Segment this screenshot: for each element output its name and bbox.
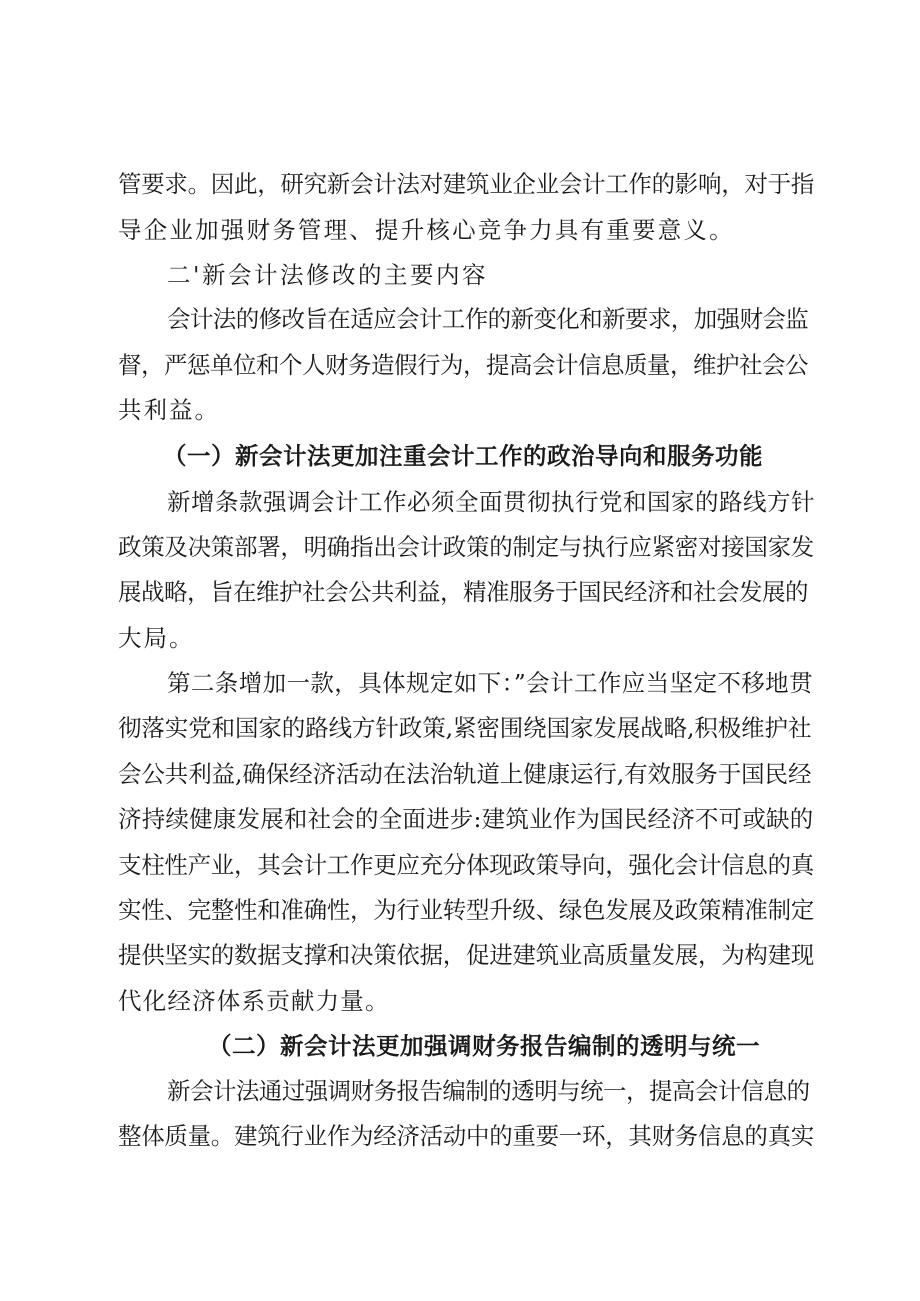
heading-text: （二）新会计法更加强调财务报告编制的透明与统一 xyxy=(208,1032,760,1060)
paragraph-line xyxy=(0,528,920,566)
paragraph-line xyxy=(0,619,920,657)
section-heading xyxy=(0,256,920,294)
subsection-heading xyxy=(0,437,920,475)
paragraph-line xyxy=(0,982,920,1020)
body-text: 实性、完整性和准确性，为行业转型升级、绿色发展及政策精准制定 xyxy=(118,896,814,924)
body-text: 政策及决策部署，明确指出会计政策的制定与执行应紧密对接国家发 xyxy=(118,533,814,561)
paragraph-line xyxy=(0,664,920,702)
heading-text: （一）新会计法更加注重会计工作的政治导向和服务功能 xyxy=(163,442,763,470)
paragraph-line xyxy=(0,800,920,838)
paragraph-line xyxy=(0,483,920,521)
paragraph-line xyxy=(0,211,920,249)
body-text: 代化经济体系贡献力量。 xyxy=(118,987,390,1015)
paragraph-line xyxy=(0,1117,920,1155)
paragraph-line xyxy=(0,300,920,338)
paragraph-line xyxy=(0,709,920,747)
body-text: 会计法的修改旨在适应会计工作的新变化和新要求，加强财会监 xyxy=(167,305,809,333)
body-text: 彻落实党和国家的路线方针政策,紧密围绕国家发展战略,积极维护社 xyxy=(118,714,812,742)
body-text: 第二条增加一款，具体规定如下：”会计工作应当坚定不移地贯 xyxy=(167,669,813,697)
paragraph-line xyxy=(0,755,920,793)
paragraph-line xyxy=(0,936,920,974)
body-text: 支柱性产业，其会计工作更应充分体现政策导向，强化会计信息的真 xyxy=(118,851,814,879)
body-text: 会公共利益,确保经济活动在法治轨道上健康运行,有效服务于国民经 xyxy=(118,760,812,788)
body-text: 共利益。 xyxy=(118,396,220,424)
body-text: 新增条款强调会计工作必须全面贯彻执行党和国家的路线方针 xyxy=(167,488,815,516)
paragraph-line xyxy=(0,846,920,884)
subsection-heading xyxy=(0,1027,920,1065)
paragraph-line xyxy=(0,891,920,929)
body-text: 整体质量。建筑行业作为经济活动中的重要一环，其财务信息的真实 xyxy=(118,1122,814,1150)
body-text: 济持续健康发展和社会的全面进步:建筑业作为国民经济不可或缺的 xyxy=(118,805,814,833)
paragraph-line xyxy=(0,346,920,384)
body-text: 提供坚实的数据支撑和决策依据，促进建筑业高质量发展，为构建现 xyxy=(118,941,814,969)
body-text: 展战略，旨在维护社会公共利益，精准服务于国民经济和社会发展的 xyxy=(118,578,808,606)
paragraph-line xyxy=(0,573,920,611)
paragraph-line xyxy=(0,165,920,203)
body-text: 大局。 xyxy=(118,624,195,652)
body-text: 导企业加强财务管理、提升核心竞争力具有重要意义。 xyxy=(118,216,735,244)
paragraph-line xyxy=(0,1072,920,1110)
body-text: 新会计法通过强调财务报告编制的透明与统一，提高会计信息的 xyxy=(167,1077,810,1105)
paragraph-line xyxy=(0,391,920,429)
body-text: 管要求。因此，研究新会计法对建筑业企业会计工作的影响，对于指 xyxy=(118,170,814,198)
heading-text: 二'新会计法修改的主要内容 xyxy=(167,261,488,289)
body-text: 督，严惩单位和个人财务造假行为，提高会计信息质量，维护社会公 xyxy=(118,351,808,379)
